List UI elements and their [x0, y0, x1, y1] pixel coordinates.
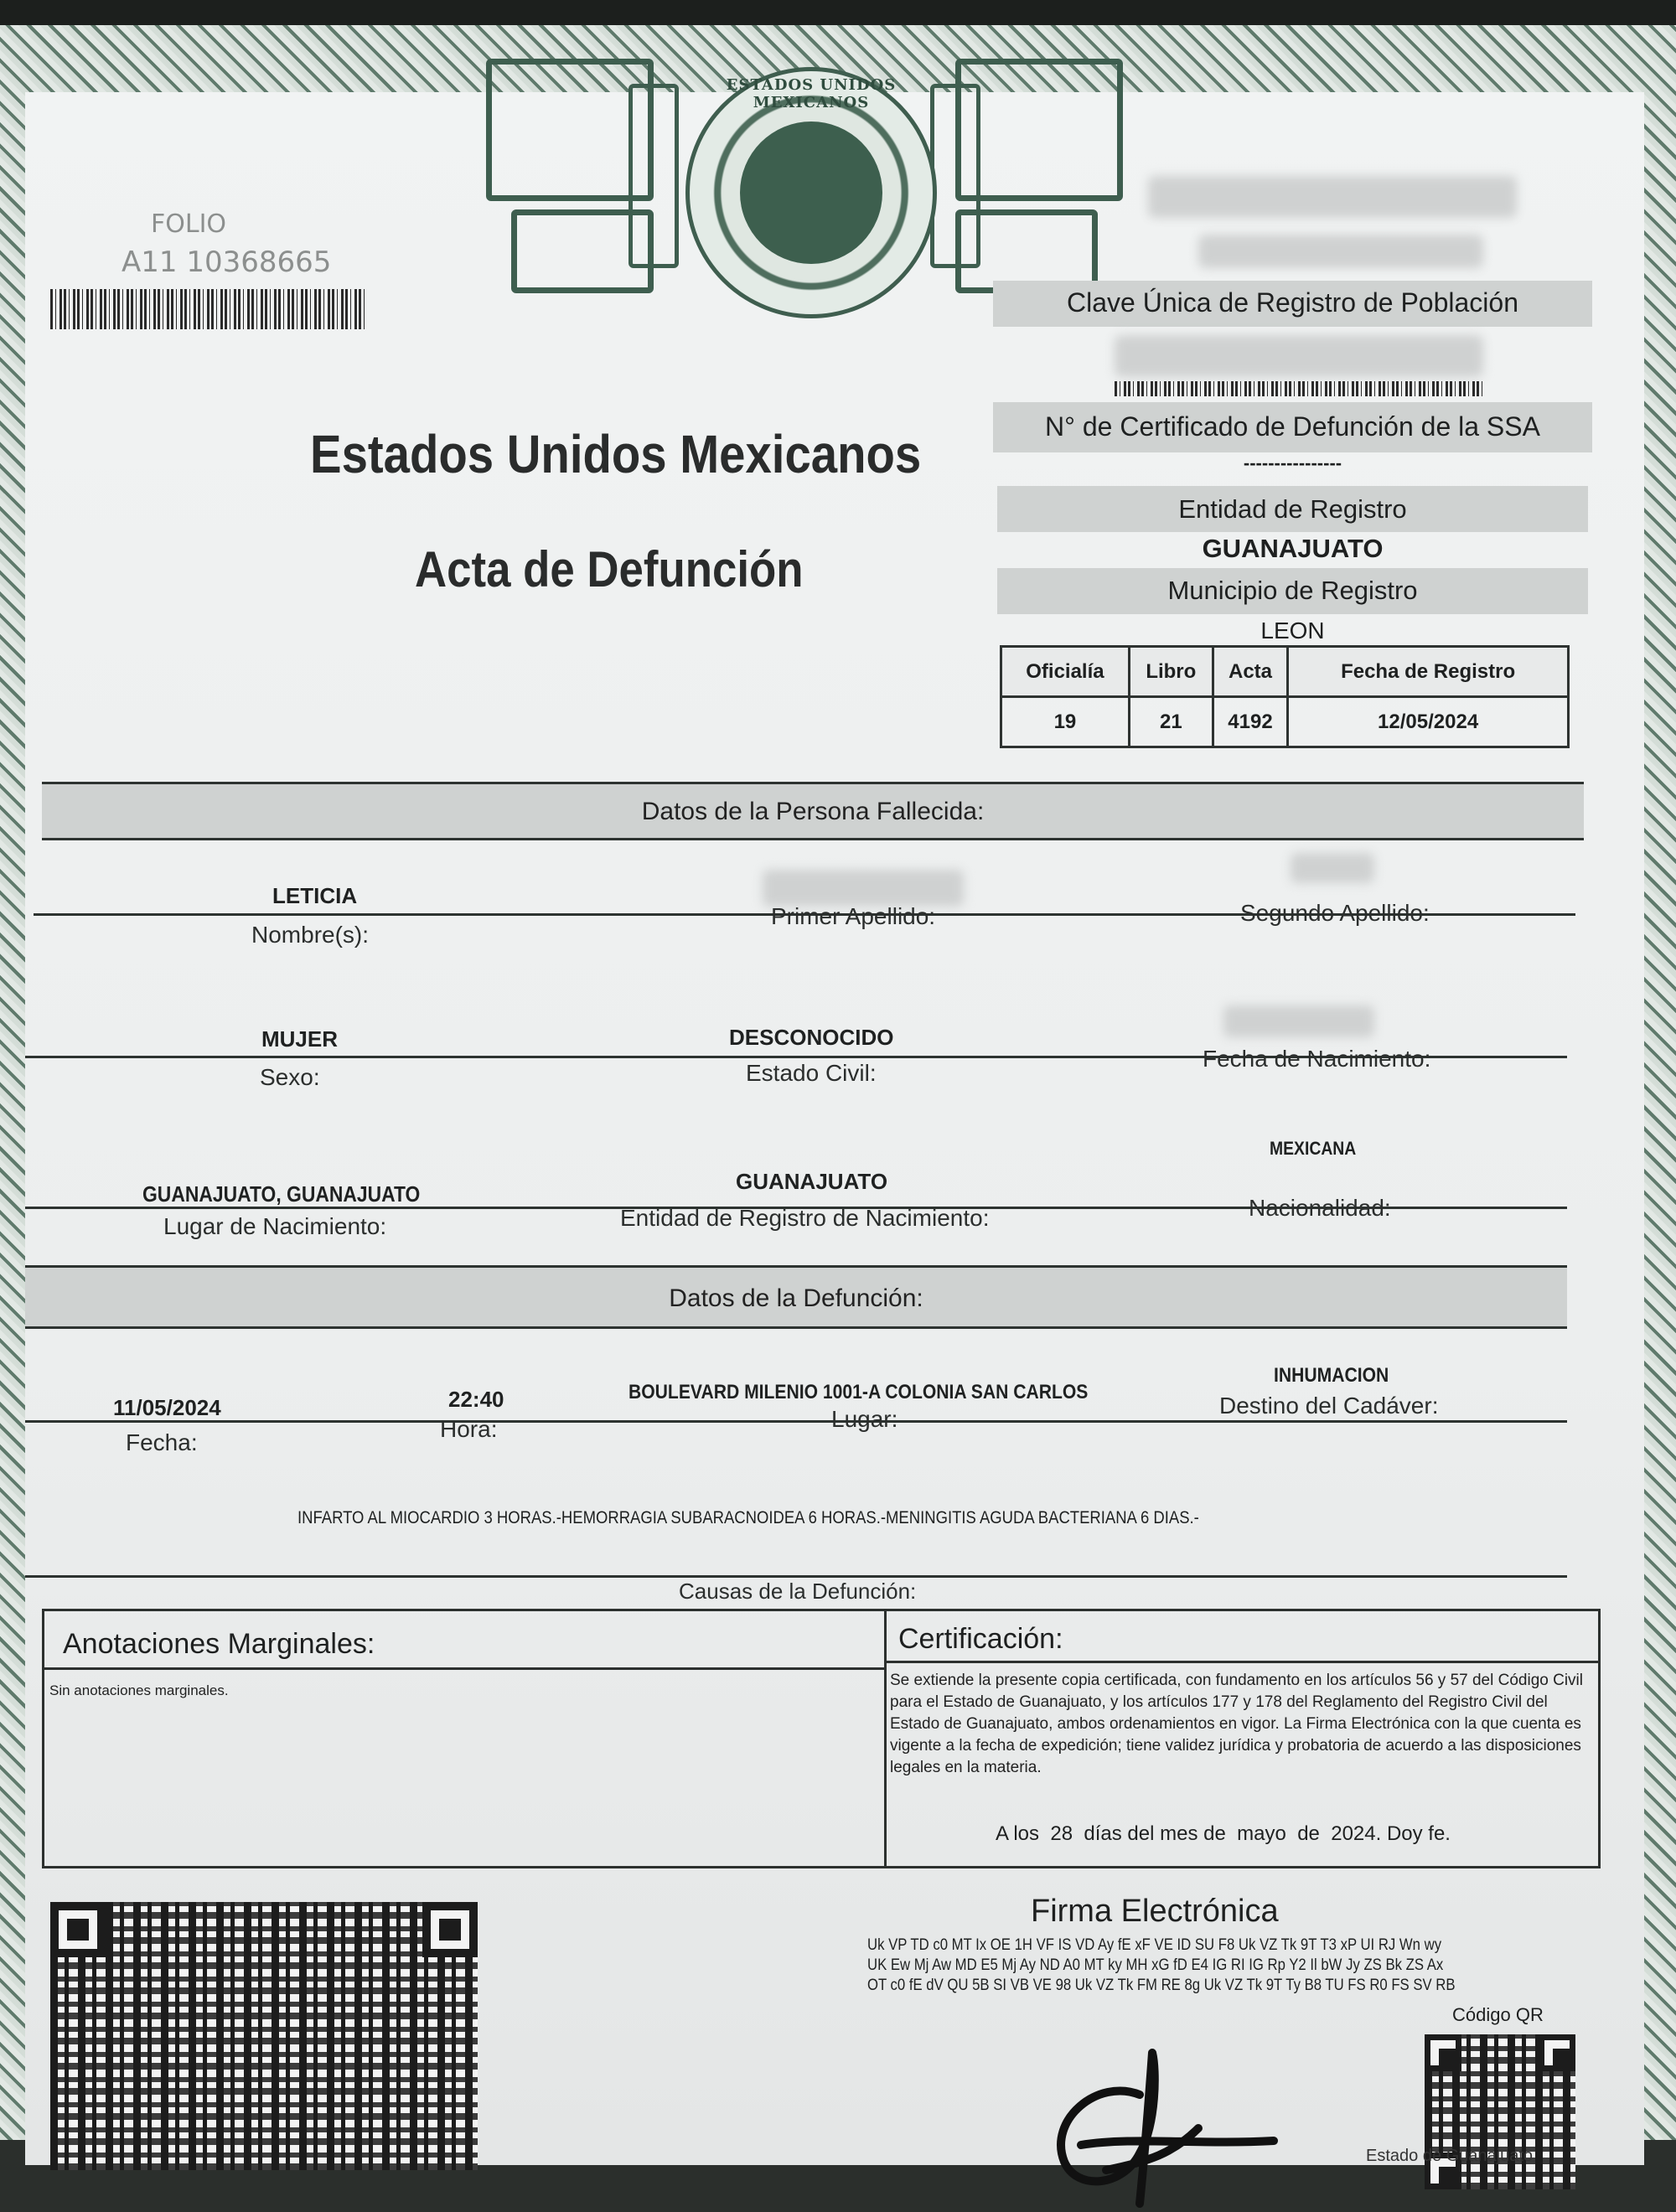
redacted-fecha-nacimiento [1223, 1005, 1374, 1037]
qr-finder-icon [1539, 2034, 1575, 2071]
eagle-emblem-icon [740, 121, 882, 264]
field-line [25, 1420, 1567, 1423]
greca-center-right [930, 84, 980, 268]
section-title-death: Datos de la Defunción: [669, 1284, 923, 1312]
estado-civil-value: DESCONOCIDO [729, 1025, 894, 1050]
registry-table [1000, 645, 1570, 748]
qr-finder-icon [50, 1902, 106, 1957]
qr-finder-icon [1425, 2034, 1461, 2071]
value-acta: 4192 [1213, 697, 1287, 747]
anotaciones-text: Sin anotaciones marginales. [49, 1682, 229, 1698]
header-fecha-registro: Fecha de Registro [1288, 647, 1569, 697]
fecha-defuncion-value: 11/05/2024 [113, 1395, 221, 1420]
firma-code-line-2: UK Ew Mj Aw MD E5 Mj Ay ND A0 MT ky MH xG fD E4 IG RI IG Rp Y2 Il bW Jy ZS Bk ZS Ax [867, 1956, 1444, 1974]
header-oficialia: Oficialía [1001, 647, 1130, 697]
hora-defuncion-label: Hora: [440, 1416, 498, 1442]
redacted-field [1198, 235, 1483, 268]
redacted-segundo-apellido [1291, 853, 1374, 883]
small-qr-code [1425, 2034, 1575, 2189]
entidad-nacimiento-label: Entidad de Registro de Nacimiento: [620, 1205, 990, 1231]
folio-number: A11 10368665 [122, 245, 332, 279]
nacionalidad-label: Nacionalidad: [1249, 1195, 1391, 1221]
large-qr-code [50, 1902, 478, 2170]
redacted-primer-apellido [763, 870, 964, 907]
curp-barcode [1115, 381, 1483, 396]
anotaciones-box [42, 1609, 887, 1868]
value-oficialia: 19 [1001, 697, 1130, 747]
destino-cadaver-label: Destino del Cadáver: [1219, 1393, 1439, 1419]
municipio-registro-value: LEON [1260, 618, 1325, 643]
entidad-nacimiento-value: GUANAJUATO [736, 1169, 888, 1194]
document-title: Acta de Defunción [415, 541, 804, 597]
sexo-label: Sexo: [260, 1064, 320, 1090]
entidad-registro-value: GUANAJUATO [1202, 534, 1384, 563]
firma-code-line-3: OT c0 fE dV QU 5B SI VB VE 98 Uk VZ Tk FM RE 8g Uk VZ Tk 9T Ty B8 TU FS R0 FS SV RB [867, 1977, 1456, 1994]
fecha-nacimiento-label: Fecha de Nacimiento: [1203, 1046, 1431, 1072]
certificacion-box [884, 1609, 1601, 1868]
section-title-deceased: Datos de la Persona Fallecida: [641, 798, 985, 825]
nombre-value: LETICIA [272, 883, 358, 908]
causas-defuncion-label: Causas de la Defunción: [679, 1579, 917, 1604]
header-acta: Acta [1213, 647, 1287, 697]
value-fecha-registro: 12/05/2024 [1288, 697, 1569, 747]
handwritten-signature [1031, 2044, 1299, 2212]
estado-civil-label: Estado Civil: [746, 1060, 877, 1086]
causas-defuncion-value: INFARTO AL MIOCARDIO 3 HORAS.-HEMORRAGIA SUBARACNOIDEA 6 HORAS.-MENINGITIS AGUDA BACTERIANA 6 DIAS.- [297, 1508, 1199, 1527]
field-line [25, 1575, 1567, 1578]
sexo-value: MUJER [261, 1026, 339, 1052]
lugar-defuncion-value: BOULEVARD MILENIO 1001-A COLONIA SAN CARLOS [628, 1381, 1089, 1403]
footer-partial-text: Estado de Guanajuato [1366, 2147, 1534, 2165]
nombre-label: Nombre(s): [251, 922, 370, 948]
ssa-certificate-value: ---------------- [1243, 452, 1342, 473]
header-libro: Libro [1129, 647, 1213, 697]
codigo-qr-label: Código QR [1452, 2004, 1544, 2025]
qr-finder-icon [422, 1902, 478, 1957]
firma-electronica-title: Firma Electrónica [1031, 1894, 1279, 1929]
primer-apellido-label: Primer Apellido: [771, 903, 936, 929]
entidad-registro-label: Entidad de Registro [1178, 494, 1407, 524]
document-paper [25, 76, 1644, 2165]
anotaciones-title: Anotaciones Marginales: [63, 1628, 375, 1660]
destino-cadaver-value: INHUMACION [1274, 1364, 1389, 1387]
certificacion-title: Certificación: [898, 1623, 1063, 1655]
nacionalidad-value: MEXICANA [1270, 1138, 1357, 1159]
value-libro: 21 [1129, 697, 1213, 747]
municipio-registro-label: Municipio de Registro [1167, 576, 1418, 605]
document-border [0, 25, 1676, 2165]
divider [25, 1326, 1567, 1329]
country-title: Estados Unidos Mexicanos [310, 424, 922, 484]
certificacion-closing: A los 28 días del mes de mayo de 2024. Doy fe. [996, 1822, 1451, 1845]
lugar-nacimiento-value: GUANAJUATO, GUANAJUATO [142, 1181, 421, 1207]
redacted-field [1148, 176, 1517, 218]
seal-text: ESTADOS UNIDOS MEXICANOS [726, 76, 897, 111]
ssa-certificate-label: N° de Certificado de Defunción de la SSA [1045, 411, 1540, 442]
segundo-apellido-label: Segundo Apellido: [1240, 900, 1430, 926]
national-seal-icon [685, 67, 937, 318]
lugar-defuncion-label: Lugar: [831, 1406, 898, 1432]
firma-code-line-1: Uk VP TD c0 MT Ix OE 1H VF IS VD Ay fE xF VE ID SU F8 Uk VZ Tk 9T T3 xP UI RJ Wn wy [867, 1936, 1442, 1954]
hora-defuncion-value: 22:40 [448, 1387, 504, 1412]
divider [42, 838, 1584, 840]
greca-center-left [628, 84, 679, 268]
folio-label: FOLIO [151, 209, 227, 239]
greca-right-ornament [955, 59, 1123, 201]
lugar-nacimiento-label: Lugar de Nacimiento: [163, 1213, 387, 1239]
curp-label: Clave Única de Registro de Población [1067, 287, 1518, 318]
fecha-defuncion-label: Fecha: [126, 1429, 198, 1455]
folio-barcode [50, 289, 367, 329]
redacted-curp [1115, 335, 1483, 377]
certificacion-text: Se extiende la presente copia certificada, con fundamento en los artículos 56 y 57 del Código Civil para el Estado de Guanajuato, y los artículos 177 y 178 del Reglamento del Registro Civil del Estado de Guanajuato, ambos ordenamientos en vigor. La Firma Electrónica con la que cuenta es vigente a la fecha de expedición; tiene validez jurídica y probatoria de acuerdo a las disposiciones legales en la materia. [890, 1672, 1583, 1776]
